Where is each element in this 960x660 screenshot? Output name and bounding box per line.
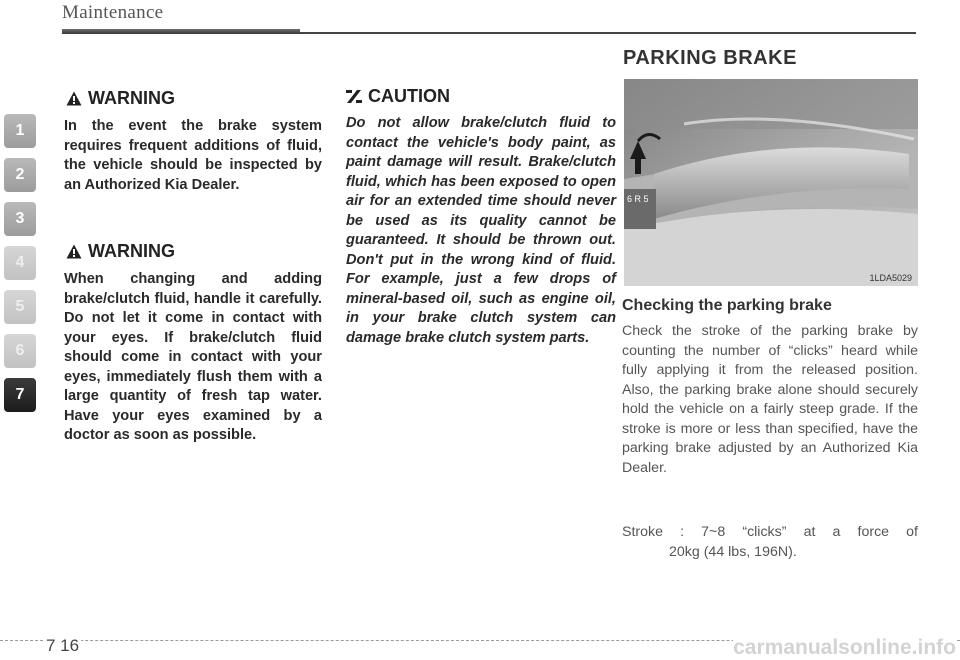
photo-reference-code: 1LDA5029: [869, 273, 912, 283]
chapter-tabs: [4, 114, 36, 422]
warning-body-text: When changing and adding brake/clutch fluid, handle it carefully. Do not let it come in contact with your eyes. If brake/clutch fluid should come in contact with your eyes, immediately flush them with a large quantity of fresh tap water. Have your eyes examined by a doctor as soon as possible.: [64, 271, 322, 443]
caution-body-text: Do not allow brake/clutch fluid to contact the vehicle's body paint, as paint damage will result. Brake/clutch fluid, which has been exposed to open air for an extended time should never be used as its quality cannot be guaranteed. It should be thrown out. Don't put in the wrong kind of fluid. For example, just a few drops of mineral-based oil, such as engine oil, in your brake clutch system can damage brake clutch system parts.: [346, 115, 616, 346]
page-header-title: Maintenance: [62, 2, 164, 23]
chapter-tab-3[interactable]: 3: [4, 202, 36, 236]
chapter-tab-4[interactable]: 4: [4, 246, 36, 280]
chapter-tab-5[interactable]: 5: [4, 290, 36, 324]
subsection-body-text: Check the stroke of the parking brake by counting the number of “clicks” heard while fully applying it from the released position. Also, the parking brake alone should securely hold the vehicle on a fairly steep grade. If the stroke is more or less than specified, have the parking brake adjusted by an Authorized Kia Dealer.: [622, 323, 918, 476]
warning-title-text: WARNING: [88, 88, 175, 108]
caution-slash-icon: [346, 89, 362, 104]
gear-indicator-label: 6 R 5: [627, 194, 649, 204]
watermark-text: carmanualsonline.info: [733, 636, 956, 659]
parking-brake-lever-illustration: [624, 79, 918, 286]
warning-triangle-icon: [66, 244, 82, 259]
caution-heading: [346, 86, 616, 107]
caution-block: [346, 86, 616, 348]
subsection-title: Checking the parking brake: [622, 297, 832, 314]
section-title: PARKING BRAKE: [623, 47, 797, 69]
warning-block-2: [64, 241, 322, 446]
page-number: 7 16: [46, 636, 80, 655]
header-accent-bar: [62, 29, 300, 34]
warning-heading: [66, 88, 322, 109]
warning-title-text: WARNING: [88, 241, 175, 261]
stroke-spec-line-2: 20kg (44 lbs, 196N).: [669, 544, 797, 560]
chapter-tab-7[interactable]: 7: [4, 378, 36, 412]
warning-triangle-icon: [66, 91, 82, 106]
warning-block-1: [64, 88, 322, 195]
warning-body-text: In the event the brake system requires frequent additions of fluid, the vehicle should be inspected by an Authorized Kia Dealer.: [64, 118, 322, 193]
warning-heading: [66, 241, 322, 262]
chapter-tab-1[interactable]: 1: [4, 114, 36, 148]
stroke-spec-line-1: Stroke : 7~8 “clicks” at a force of: [622, 524, 918, 540]
chapter-tab-2[interactable]: 2: [4, 158, 36, 192]
chapter-tab-6[interactable]: 6: [4, 334, 36, 368]
caution-title-text: CAUTION: [368, 86, 450, 106]
parking-brake-photo: [624, 79, 918, 286]
